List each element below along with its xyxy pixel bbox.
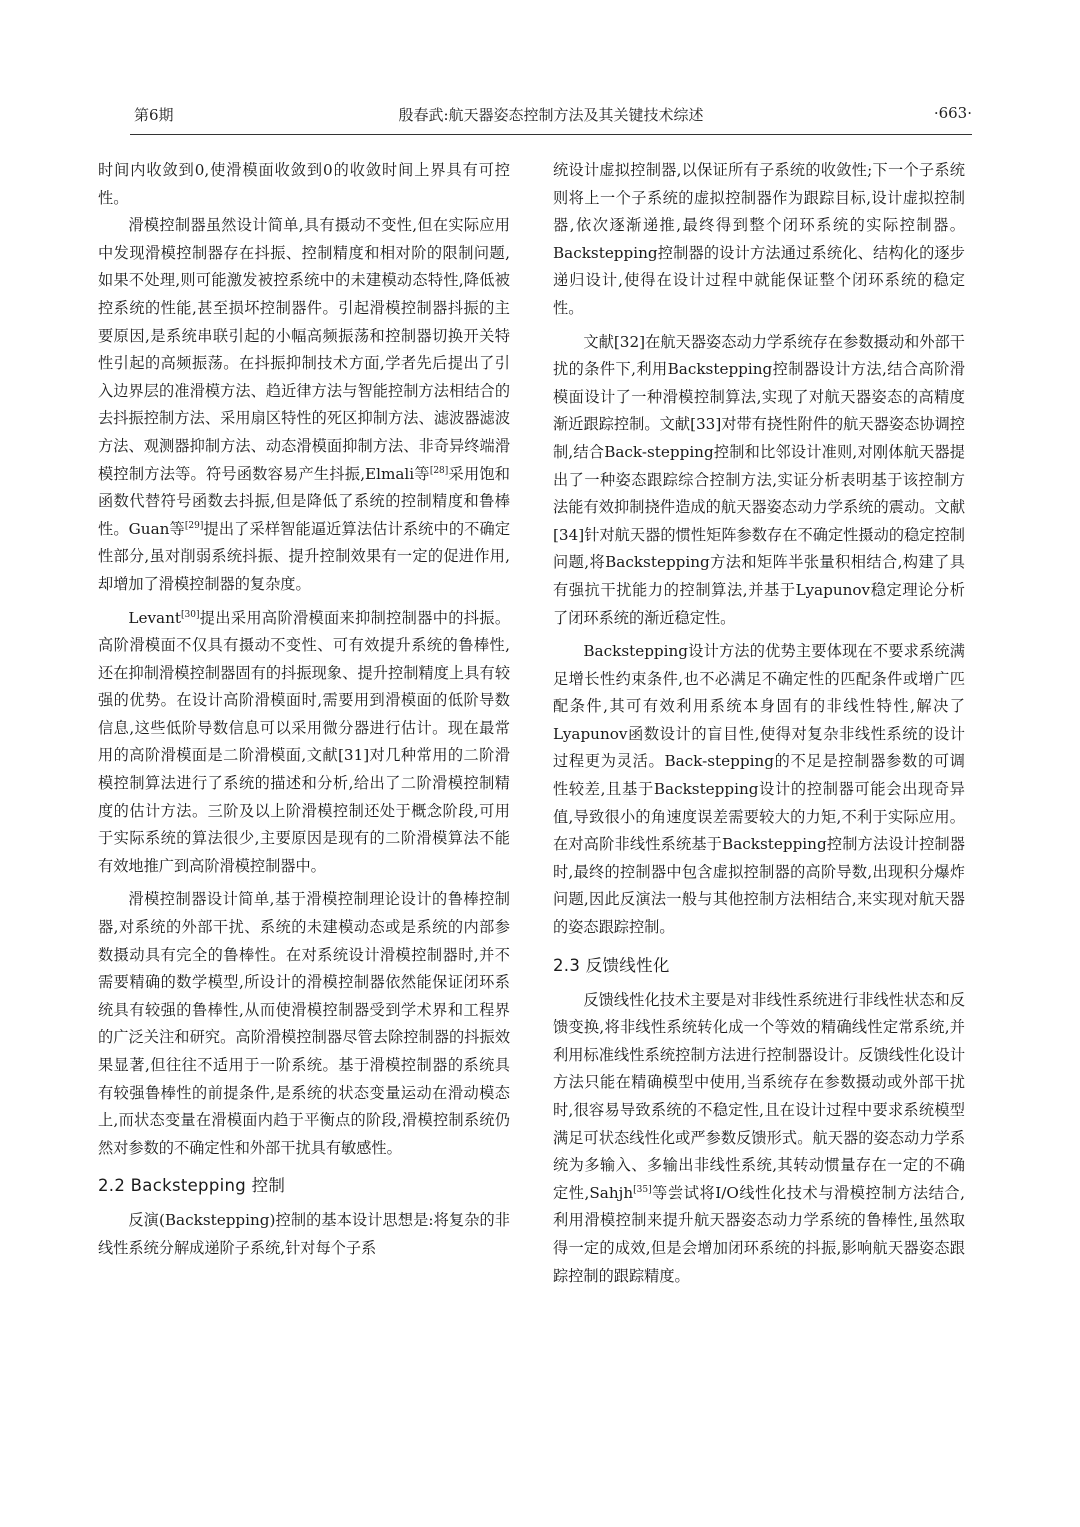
citation: [35] bbox=[633, 1184, 652, 1195]
text-run: 提出采用高阶滑模面来抑制控制器中的抖振。高阶滑模面不仅具有摄动不变性、可有效提升系统的鲁棒性,还在抑制滑模控制器固有的抖振现象、提升控制精度上具有较强的优势。在设计高阶滑模面时,需要用到滑模面的低阶导数信息,这些低阶导数信息可以采用微分器进行估计。现在最常用的高阶滑模面是二阶滑模面,文献[31]对几种常用的二阶滑模控制算法进行了系统的描述和分析,给出了二阶滑模控制精度的估计方法。三阶及以上阶滑模控制还处于概念阶段,可用于实际系统的算法很少,主要原因是现有的二阶滑模算法不能有效地推广到高阶滑模控制器中。 bbox=[98, 608, 510, 875]
paragraph: 反演(Backstepping)控制的基本设计思想是:将复杂的非线性系统分解成递阶子系统,针对每个子系 bbox=[98, 1211, 510, 1257]
text-run: 反馈线性化技术主要是对非线性系统进行非线性状态和反馈变换,将非线性系统转化成一个等效的精确线性定常系统,并利用标准线性系统控制方法进行控制器设计。反馈线性化设计方法只能在精确模型中使用,当系统存在参数摄动或外部干扰时,很容易导致系统的不稳定性,且在设计过程中要求系统模型满足可状态线性化或严参数反馈形式。航天器的姿态动力学系统为多输入、多输出非线性系统,其转动惯量存在一定的不确定性,Sahjh bbox=[553, 990, 965, 1202]
text-run: 采用饱和函数代替符号函数去抖振,但是降低了系统的控制精度和鲁棒性。Guan等 bbox=[98, 464, 510, 538]
text-run: 提出了采样智能逼近算法估计系统中的不确定性部分,虽对削弱系统抖振、提升控制效果有一定的促进作用,却增加了滑模控制器的复杂度。 bbox=[98, 519, 511, 593]
section-heading-2-2: 2.2 Backstepping 控制 bbox=[98, 1176, 286, 1196]
right-column bbox=[553, 157, 965, 1290]
section-heading-2-3: 2.3 反馈线性化 bbox=[553, 955, 670, 975]
citation: [30] bbox=[180, 609, 200, 620]
header-rule bbox=[130, 134, 972, 135]
issue-number: 第6期 bbox=[134, 106, 174, 124]
paragraph: Backstepping设计方法的优势主要体现在不要求系统满足增长性约束条件,也不必满足不确定性的匹配条件或增广匹配条件,其可有效利用系统本身固有的非线性特性,解决了Lyapunov函数设计的盲目性,使得对复杂非线性系统的设计过程更为灵活。Back-stepping的不足是控制器参数的可调性较差,且基于Backstepping设计的控制器可能会出现奇异值,导致很小的角速度误差需要较大的力矩,不利于实际应用。在对高阶非线性系统基于Backstepping控制方法设计控制器时,最终的控制器中包含虚拟控制器的高阶导数,出现积分爆炸问题,因此反演法一般与其他控制方法相结合,来实现对航天器的姿态跟踪控制。 bbox=[553, 642, 965, 937]
left-column bbox=[98, 157, 510, 1263]
text-run: 等尝试将I/O线性化技术与滑模控制方法结合,利用滑模控制来提升航天器姿态动力学系统的鲁棒性,虽然取得一定的成效,但是会增加闭环系统的抖振,影响航天器姿态跟踪控制的跟踪精度。 bbox=[553, 1183, 965, 1285]
page-number: ·663· bbox=[933, 104, 972, 122]
paragraph bbox=[98, 605, 510, 881]
paragraph: 文献[32]在航天器姿态动力学系统存在参数摄动和外部干扰的条件下,利用Backstepping控制器设计方法,结合高阶滑模面设计了一种滑模控制算法,实现了对航天器姿态的高精度渐近跟踪控制。文献[33]对带有挠性附件的航天器姿态协调控制,结合Back-stepping控制和比邻设计准则,对刚体航天器提出了一种姿态跟踪综合控制方法,实证分析表明基于该控制方法能有效抑制挠件造成的航天器姿态动力学系统的震动。文献[34]针对航天器的惯性矩阵参数存在不确定性摄动的稳定控制问题,将Backstepping方法和矩阵半张量积相结合,构建了具有强抗干扰能力的控制算法,并基于Lyapunov稳定理论分析了闭环系统的渐近稳定性。 bbox=[553, 332, 965, 627]
citation: [28] bbox=[429, 465, 449, 476]
paragraph: 时间内收敛到0,使滑模面收敛到0的收敛时间上界具有可控性。 bbox=[98, 161, 510, 207]
citation: [29] bbox=[184, 520, 204, 531]
text-run: 滑模控制器虽然设计简单,具有摄动不变性,但在实际应用中发现滑模控制器存在抖振、控制精度和相对阶的限制问题,如果不处理,则可能激发被控系统中的未建模动态特性,降低被控系统的性能,甚至损坏控制器件。引起滑模控制器抖振的主要原因,是系统串联引起的小幅高频振荡和控制器切换开关特性引起的高频振荡。在抖振抑制技术方面,学者先后提出了引入边界层的准滑模方法、趋近律方法与智能控制方法相结合的去抖振控制方法、采用扇区特性的死区抑制方法、滤波器滤波方法、观测器抑制方法、动态滑模面抑制方法、非奇异终端滑模控制方法等。符号函数容易产生抖振,Elmali等 bbox=[98, 216, 510, 483]
paragraph bbox=[98, 212, 510, 598]
paragraph: 滑模控制器设计简单,基于滑模控制理论设计的鲁棒控制器,对系统的外部干扰、系统的未建模动态或是系统的内部参数摄动具有完全的鲁棒性。在对系统设计滑模控制器时,并不需要精确的数学模型,所设计的滑模控制器依然能保证闭环系统具有较强的鲁棒性,从而使滑模控制器受到学术界和工程界的广泛关注和研究。高阶滑模控制器尽管去除控制器的抖振效果显著,但往往不适用于一阶系统。基于滑模控制器的系统具有较强鲁棒性的前提条件,是系统的状态变量运动在滑动模态上,而状态变量在滑模面内趋于平衡点的阶段,滑模控制系统仍然对参数的不确定性和外部干扰具有敏感性。 bbox=[98, 890, 510, 1157]
running-title: 殷春武:航天器姿态控制方法及其关键技术综述 bbox=[398, 106, 704, 124]
paragraph bbox=[553, 987, 965, 1291]
paragraph: 统设计虚拟控制器,以保证所有子系统的收敛性;下一个子系统则将上一个子系统的虚拟控制器作为跟踪目标,设计虚拟控制器,依次逐渐递推,最终得到整个闭环系统的实际控制器。Backstepping控制器的设计方法通过系统化、结构化的逐步递归设计,使得在设计过程中就能保证整个闭环系统的稳定性。 bbox=[553, 161, 965, 317]
running-head bbox=[130, 104, 972, 130]
text-run: Levant bbox=[128, 608, 181, 627]
